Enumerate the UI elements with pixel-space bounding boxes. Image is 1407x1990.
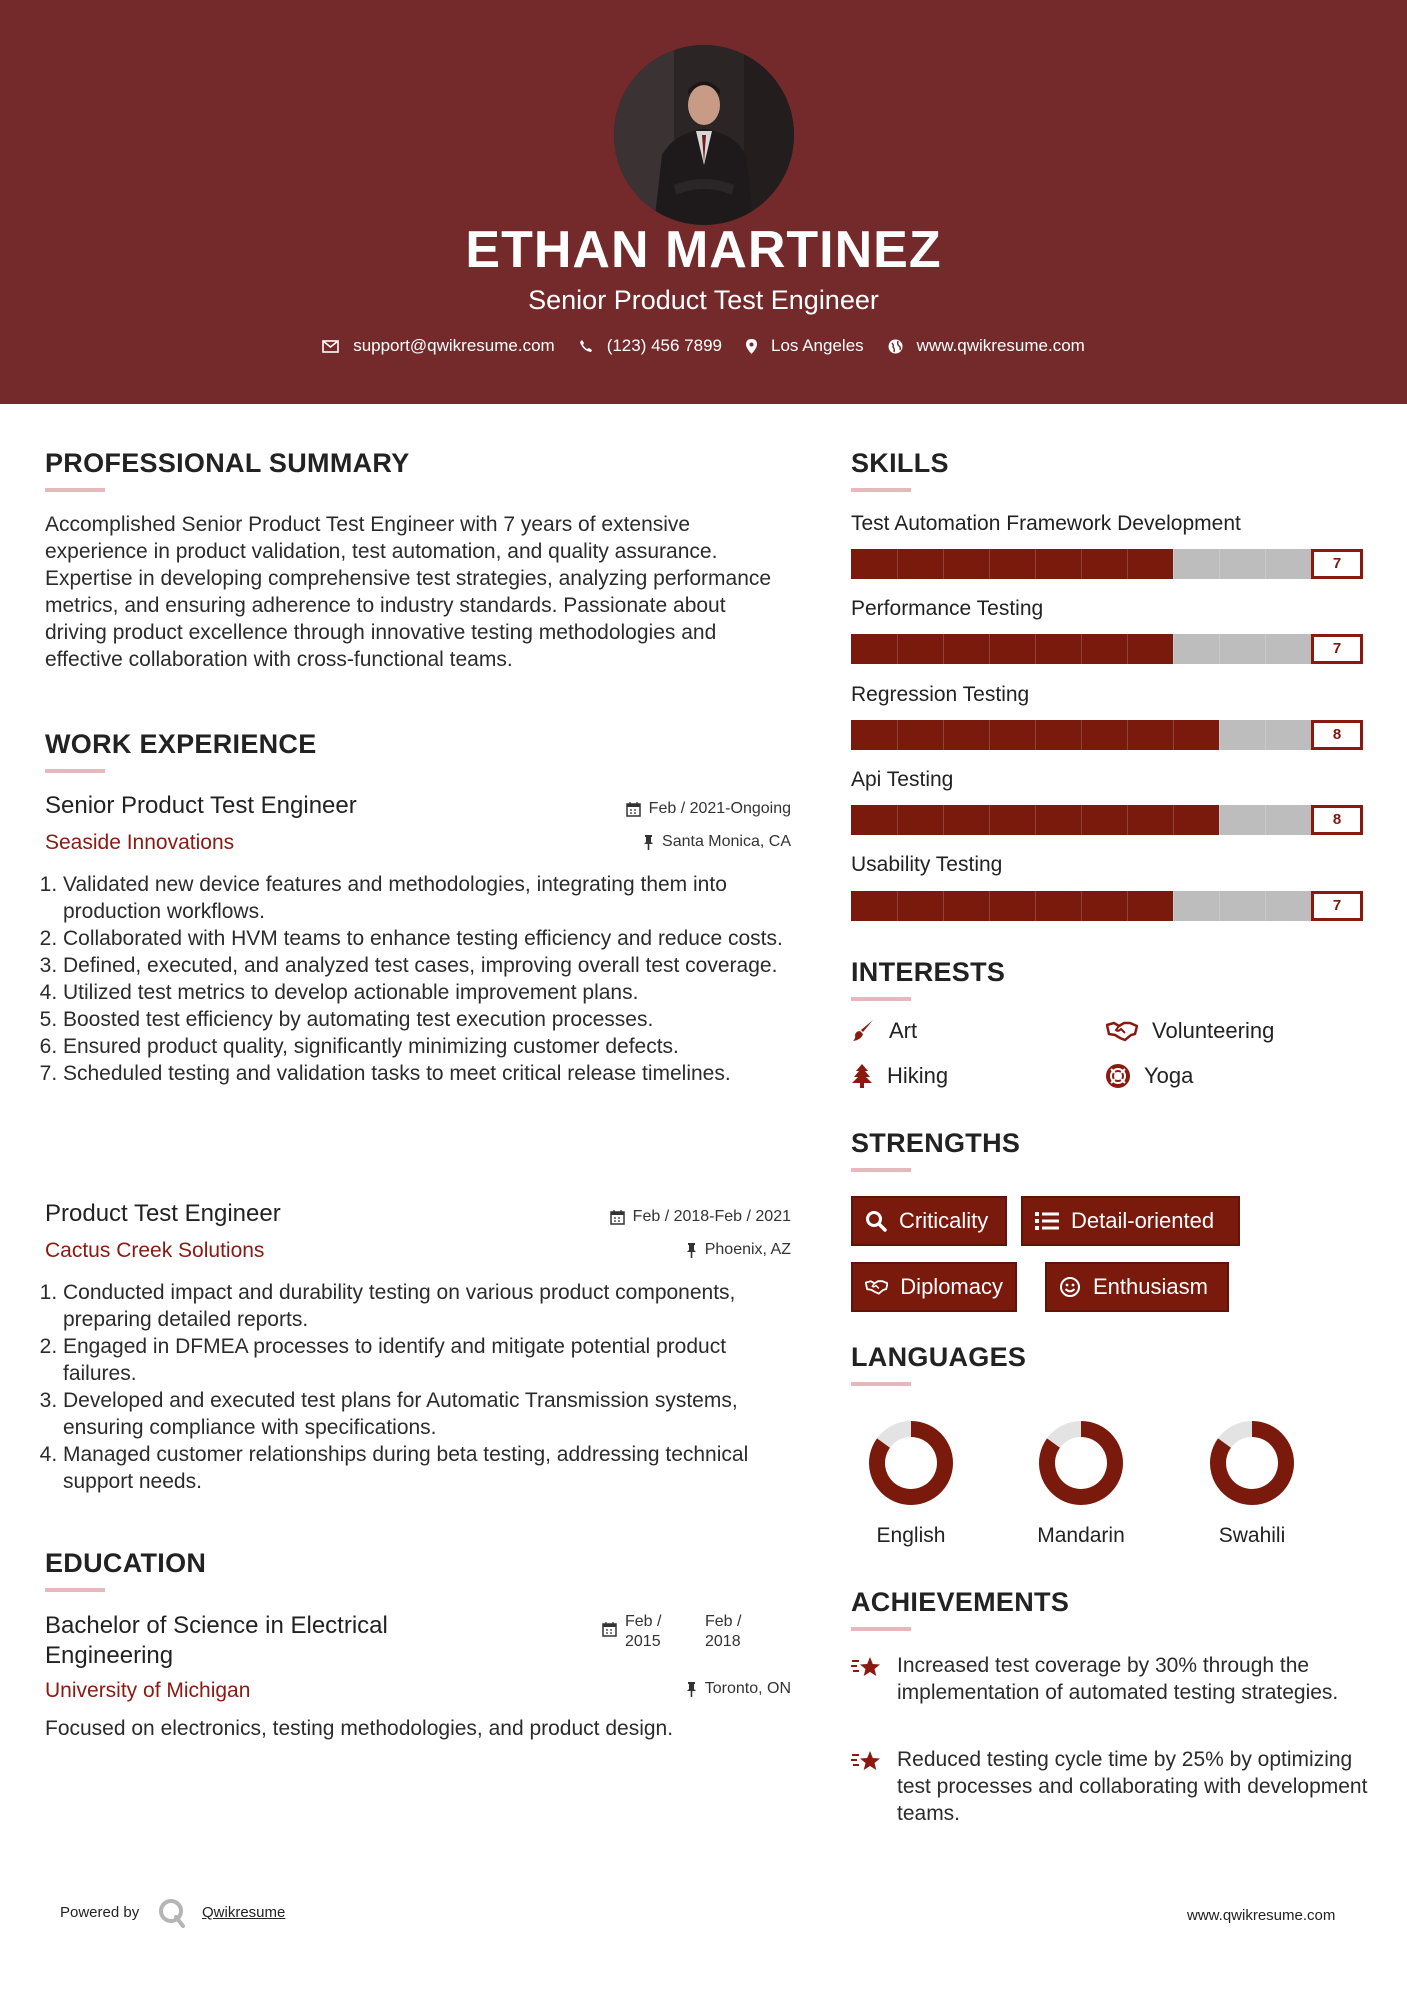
skill-bar-segment (1127, 891, 1128, 921)
achievements-heading: ACHIEVEMENTS (851, 1587, 1070, 1617)
footer-url[interactable]: www.qwikresume.com (1187, 1907, 1336, 1924)
skills-underline (851, 488, 911, 492)
skill-bar-segment (1035, 805, 1036, 835)
skill-bar-segment (1219, 805, 1220, 835)
star-icon (851, 1748, 883, 1774)
achievement-text: Reduced testing cycle time by 25% by optimizing test processes and collaborating with development teams. (897, 1748, 1368, 1825)
job-duties-list (45, 871, 795, 1087)
interest-label: Volunteering (1152, 1018, 1275, 1043)
contact-website[interactable] (888, 336, 1085, 356)
skill-bar-fill (851, 549, 1173, 579)
skill-bar-segment (1265, 549, 1266, 579)
skill-bar-segment (1173, 634, 1174, 664)
achievements-underline (851, 1627, 911, 1631)
globe-icon (888, 339, 903, 354)
interest-label: Yoga (1144, 1063, 1194, 1088)
skill-value: 7 (1311, 549, 1363, 579)
search-icon (865, 1210, 887, 1232)
skill-bar-segment (1081, 891, 1082, 921)
skill-bar-segment (1265, 634, 1266, 664)
envelope-icon (322, 340, 339, 353)
interest-item (1106, 1063, 1193, 1089)
degree-title (45, 1611, 388, 1671)
language-label: Mandarin (1037, 1524, 1125, 1547)
list-item: 1. Validated new device features and methodologies, integrating them into production workflows. (63, 871, 795, 925)
skill-bar-segment (1219, 891, 1220, 921)
skill-bar-segment (943, 634, 944, 664)
skill-bar-segment (897, 720, 898, 750)
skill-bar (851, 805, 1363, 835)
skill-bar-segment (1035, 720, 1036, 750)
pushpin-icon (643, 835, 654, 850)
skill-bar (851, 720, 1363, 750)
language-ring (1036, 1418, 1126, 1508)
skill-bar-segment (1173, 549, 1174, 579)
education-end-year: 2018 (705, 1633, 741, 1650)
list-item: 4. Managed customer relationships during beta testing, addressing technical support needs. (63, 1441, 795, 1495)
job-duties-list (45, 1279, 795, 1495)
skill-value: 8 (1311, 805, 1363, 835)
skill-bar-segment (1081, 634, 1082, 664)
strengths-underline (851, 1168, 911, 1172)
skill-bar-fill (851, 634, 1173, 664)
skill-bar-segment (1035, 634, 1036, 664)
education-end (705, 1612, 741, 1652)
job-dates-text: Feb / 2021-Ongoing (648, 800, 791, 817)
skill-bar-segment (1127, 549, 1128, 579)
skill-bar-segment (989, 720, 990, 750)
skill-bar-segment (1173, 720, 1174, 750)
list-item: 7. Scheduled testing and validation tasks to meet critical release timelines. (63, 1060, 795, 1087)
skill-bar-segment (1219, 634, 1220, 664)
education-heading: EDUCATION (45, 1548, 207, 1578)
profile-photo (614, 45, 794, 225)
strength-badge (851, 1196, 1007, 1246)
skill-bar-segment (943, 805, 944, 835)
interest-item (851, 1018, 917, 1044)
list-item: 4. Utilized test metrics to develop actionable improvement plans. (63, 979, 795, 1006)
summary-heading: PROFESSIONAL SUMMARY (45, 448, 410, 478)
skill-bar-segment (1173, 805, 1174, 835)
skill-label: Regression Testing (851, 683, 1030, 706)
skill-bar-segment (943, 549, 944, 579)
qwikresume-logo-icon (158, 1898, 186, 1928)
person-portrait-icon (614, 45, 794, 225)
list-item: 6. Ensured product quality, significantly minimizing customer defects. (63, 1033, 795, 1060)
interest-label: Art (889, 1018, 918, 1043)
list-item: 2. Collaborated with HVM teams to enhance testing efficiency and reduce costs. (63, 925, 795, 952)
contact-row (0, 336, 1407, 356)
language-ring (866, 1418, 956, 1508)
skill-bar-segment (989, 891, 990, 921)
experience-underline (45, 769, 105, 773)
job-dates-text: Feb / 2018-Feb / 2021 (632, 1208, 791, 1225)
list-item: 2. Engaged in DFMEA processes to identify and mitigate potential product failures. (63, 1333, 795, 1387)
skill-bar-segment (989, 805, 990, 835)
interest-item (1106, 1018, 1274, 1044)
website-text: www.qwikresume.com (916, 336, 1085, 355)
skill-bar-segment (943, 720, 944, 750)
pushpin-icon (686, 1682, 697, 1697)
job-title: Senior Product Test Engineer (45, 792, 357, 819)
smile-icon (1059, 1276, 1081, 1298)
experience-heading: WORK EXPERIENCE (45, 729, 317, 759)
degree-line-2: Engineering (45, 1642, 174, 1669)
skill-value: 7 (1311, 891, 1363, 921)
list-item: 3. Developed and executed test plans for Automatic Transmission systems, ensuring compliance with specifications. (63, 1387, 795, 1441)
list-item: 5. Boosted test efficiency by automating test execution processes. (63, 1006, 795, 1033)
skill-bar-segment (897, 805, 898, 835)
language-ring (1207, 1418, 1297, 1508)
job-location-text: Santa Monica, CA (662, 833, 791, 850)
education-location-text: Toronto, ON (704, 1680, 791, 1697)
skill-bar-segment (943, 891, 944, 921)
phone-icon (579, 339, 593, 353)
skill-bar-fill (851, 891, 1173, 921)
job-dates (500, 1208, 791, 1226)
strength-label: Criticality (899, 1208, 989, 1233)
strength-badge (1045, 1262, 1229, 1312)
skill-bar-segment (1035, 891, 1036, 921)
skill-bar-segment (1127, 805, 1128, 835)
summary-text: Accomplished Senior Product Test Engineer with 7 years of extensive experience in product validation, test automation, and quality assurance. Expertise in developing comprehensive test strategies, analyzing performance metrics, and ensuring adherence to industry standards. Passionate about driving product excellence through innovative testing methodologies and effective collaboration with cross-functional teams. (45, 513, 772, 671)
pushpin-icon (686, 1243, 697, 1258)
list-item: 1. Conducted impact and durability testing on various product components, preparing detailed reports. (63, 1279, 795, 1333)
job-company: Seaside Innovations (45, 831, 235, 854)
skill-bar-segment (1035, 549, 1036, 579)
education-location (500, 1680, 791, 1698)
candidate-title: Senior Product Test Engineer (528, 285, 879, 315)
job-location (500, 1241, 791, 1259)
skills-heading: SKILLS (851, 448, 949, 478)
strengths-heading: STRENGTHS (851, 1128, 1021, 1158)
skill-bar-segment (1081, 549, 1082, 579)
education-end-month: Feb / (705, 1613, 742, 1630)
school-name: University of Michigan (45, 1679, 251, 1702)
footer-powered-by: Powered by (60, 1904, 140, 1921)
skill-value: 7 (1311, 634, 1363, 664)
candidate-name: ETHAN MARTINEZ (465, 221, 942, 279)
list-icon (1035, 1211, 1059, 1231)
skill-bar-segment (1081, 720, 1082, 750)
languages-underline (851, 1382, 911, 1386)
achievement-text: Increased test coverage by 30% through the implementation of automated testing strategies. (897, 1654, 1339, 1704)
list-item: 3. Defined, executed, and analyzed test cases, improving overall test coverage. (63, 952, 795, 979)
strength-label: Enthusiasm (1093, 1274, 1208, 1299)
footer-brand-link[interactable]: Qwikresume (202, 1904, 286, 1921)
calendar-icon (626, 802, 641, 817)
skill-bar-segment (1265, 805, 1266, 835)
skill-bar-segment (1265, 720, 1266, 750)
education-start (625, 1612, 705, 1652)
tree-icon (851, 1064, 873, 1088)
contact-phone[interactable] (579, 336, 722, 356)
education-description: Focused on electronics, testing methodologies, and product design. (45, 1717, 674, 1740)
interest-label: Hiking (887, 1063, 949, 1088)
skill-label: Test Automation Framework Development (851, 512, 1241, 535)
email-text: support@qwikresume.com (353, 336, 555, 355)
skill-bar-segment (897, 634, 898, 664)
language-label: Swahili (1218, 1524, 1286, 1547)
skill-label: Api Testing (851, 768, 954, 791)
strength-label: Diplomacy (900, 1274, 1003, 1299)
languages-heading: LANGUAGES (851, 1342, 1027, 1372)
skill-bar-segment (1127, 634, 1128, 664)
lifering-icon (1106, 1064, 1130, 1088)
job-company: Cactus Creek Solutions (45, 1239, 265, 1262)
contact-location (746, 336, 864, 356)
skill-bar-segment (897, 549, 898, 579)
calendar-icon (602, 1622, 617, 1637)
contact-email[interactable] (322, 336, 555, 356)
education-dates (602, 1612, 741, 1652)
phone-text: (123) 456 7899 (606, 336, 723, 355)
strength-badge (851, 1262, 1017, 1312)
achievement-item (851, 1652, 1371, 1706)
job-title: Product Test Engineer (45, 1200, 281, 1227)
star-icon (851, 1654, 883, 1680)
skill-bar-segment (989, 549, 990, 579)
skill-bar-segment (897, 891, 898, 921)
strength-label: Detail-oriented (1071, 1208, 1215, 1233)
skill-bar (851, 634, 1363, 664)
handshake-icon (865, 1276, 888, 1298)
skill-bar-segment (1173, 891, 1174, 921)
strength-badge (1021, 1196, 1240, 1246)
paintbrush-icon (851, 1019, 875, 1043)
interests-underline (851, 997, 911, 1001)
job-dates (500, 800, 791, 818)
skill-bar-segment (1081, 805, 1082, 835)
achievement-item (851, 1746, 1371, 1827)
skill-label: Usability Testing (851, 853, 1003, 876)
skill-bar (851, 549, 1363, 579)
degree-line-1: Bachelor of Science in Electrical (45, 1612, 388, 1639)
skill-bar-segment (1265, 891, 1266, 921)
skill-bar-segment (1219, 720, 1220, 750)
skill-bar-segment (1127, 720, 1128, 750)
skill-bar (851, 891, 1363, 921)
education-start-month: Feb / (625, 1613, 662, 1630)
education-underline (45, 1588, 105, 1592)
map-pin-icon (746, 339, 757, 354)
calendar-icon (610, 1210, 625, 1225)
interest-item (851, 1063, 948, 1089)
education-start-year: 2015 (625, 1633, 661, 1650)
skill-value: 8 (1311, 720, 1363, 750)
skill-bar-segment (989, 634, 990, 664)
skill-bar-segment (1219, 549, 1220, 579)
handshake-icon (1106, 1020, 1138, 1042)
job-location-text: Phoenix, AZ (704, 1241, 791, 1258)
summary-underline (45, 488, 105, 492)
language-label: English (876, 1524, 946, 1547)
job-location (500, 833, 791, 851)
location-text: Los Angeles (771, 336, 864, 355)
skill-label: Performance Testing (851, 597, 1044, 620)
resume-header (0, 0, 1407, 404)
interests-heading: INTERESTS (851, 957, 1006, 987)
